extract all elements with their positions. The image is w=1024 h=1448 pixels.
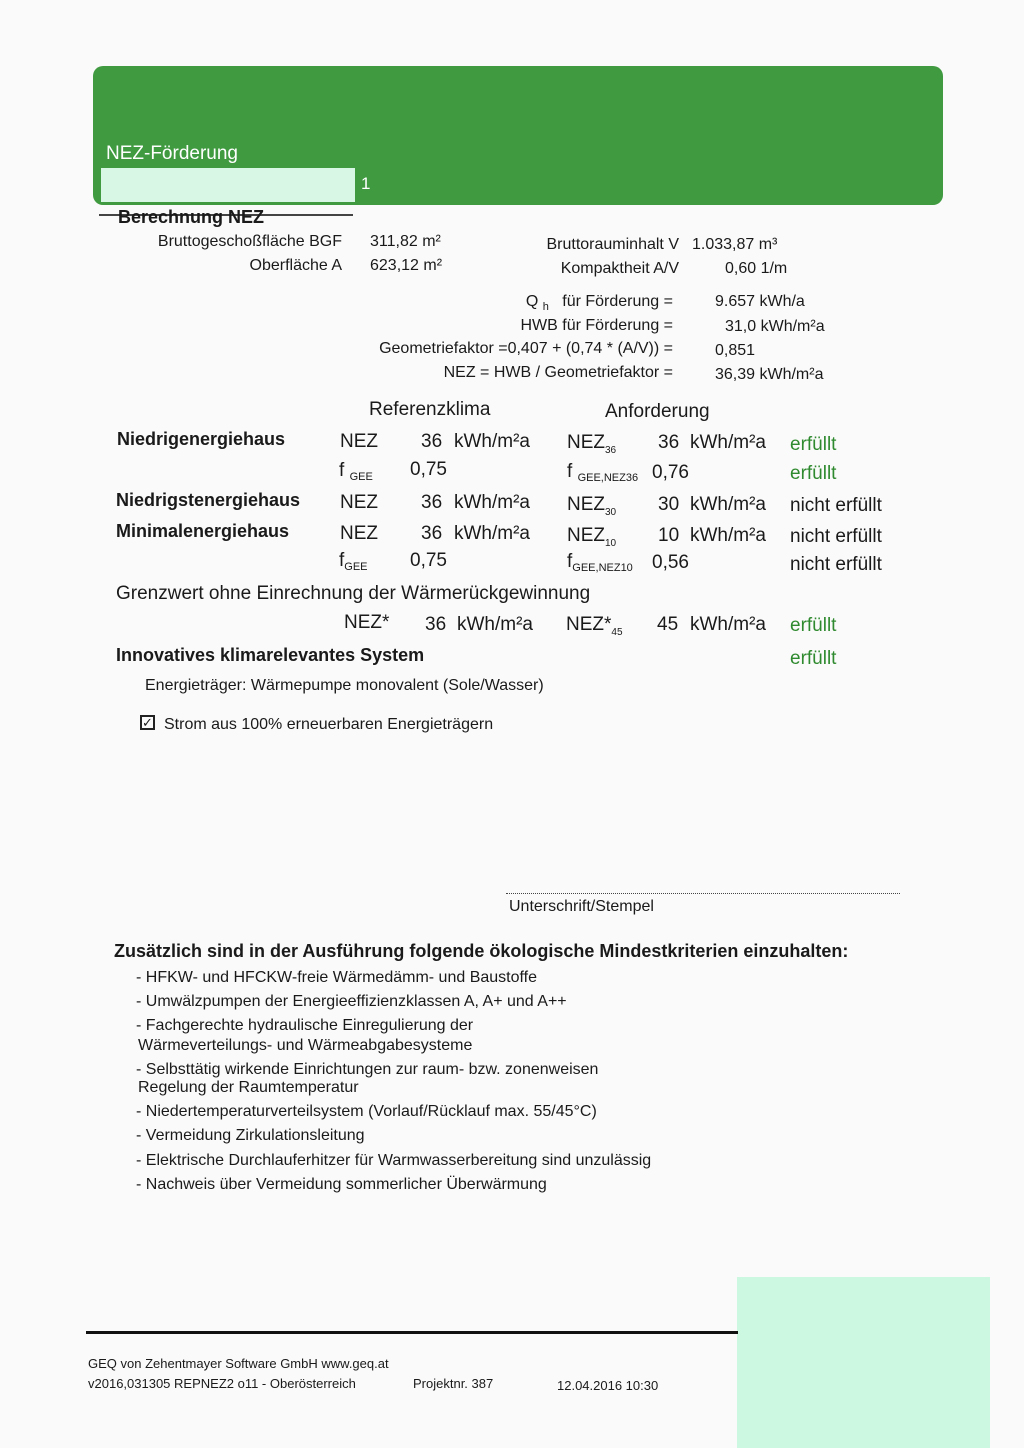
ref-name: NEZ (340, 523, 378, 544)
v-label: Bruttorauminhalt V (546, 236, 679, 253)
nez-label: NEZ = HWB / Geometriefaktor = (443, 364, 673, 381)
f-sub: GEE,NEZ10 (572, 562, 633, 574)
v-value: 1.033,87 m³ (692, 236, 778, 253)
status-badge: erfüllt (790, 463, 837, 484)
list-item: Wärmeverteilungs- und Wärmeabgabesysteme (138, 1037, 473, 1054)
energietraeger-text: Energieträger: Wärmepumpe monovalent (Sole/Wasser) (145, 677, 544, 694)
status-badge: erfüllt (790, 648, 837, 669)
section-title: Berechnung NEZ (118, 207, 265, 227)
banner-title: NEZ-Förderung (106, 143, 238, 164)
anf-name (567, 525, 616, 547)
anf-symbol: NEZ (567, 432, 605, 453)
signature-line (506, 893, 900, 894)
row-label-minimalenergiehaus: Minimalenergiehaus (116, 521, 290, 541)
av-value: 0,60 1/m (725, 260, 788, 277)
list-item: - Selbsttätig wirkende Einrichtungen zur raum- bzw. zonenweisen (136, 1061, 599, 1078)
a-value: 623,12 m² (370, 257, 443, 274)
ref-value: 36 (421, 492, 443, 513)
f-ref-name (339, 460, 373, 482)
anf-sub: 45 (611, 627, 623, 638)
bgf-value: 311,82 m² (370, 233, 441, 250)
anf-unit: kWh/m²a (690, 432, 766, 453)
anf-symbol: NEZ (567, 525, 605, 546)
row-label-niedrigstenergiehaus: Niedrigstenergiehaus (116, 490, 301, 510)
status-badge: erfüllt (790, 434, 837, 455)
bgf-label: Bruttogeschoßfläche BGF (157, 233, 342, 250)
footer-divider (86, 1331, 738, 1334)
header-referenzklima: Referenzklima (369, 399, 491, 420)
renewable-checkbox[interactable]: ✓ (140, 715, 155, 730)
anf-name (566, 614, 623, 636)
ref-value: 36 (421, 523, 443, 544)
banner-suffix: 1 (361, 174, 371, 193)
ref-name: NEZ (340, 431, 378, 452)
criteria-title: Zusätzlich sind in der Ausführung folgende ökologische Mindestkriterien einzuhalten: (114, 941, 849, 961)
anf-unit: kWh/m²a (690, 614, 766, 635)
status-badge: nicht erfüllt (790, 526, 882, 547)
f-anf-value: 0,56 (652, 552, 689, 573)
anf-symbol: NEZ* (566, 614, 612, 635)
f-sub: GEE,NEZ36 (577, 472, 639, 484)
grenzwert-title: Grenzwert ohne Einrechnung der Wärmerückgewinnung (116, 583, 591, 604)
anf-sub: 10 (605, 538, 617, 549)
header-anforderung: Anforderung (605, 401, 710, 422)
signature-label: Unterschrift/Stempel (509, 898, 654, 915)
anf-name (567, 432, 616, 454)
a-label: Oberfläche A (249, 257, 342, 274)
footer-version: v2016,031305 REPNEZ2 o11 - Oberösterreich (88, 1376, 356, 1391)
hwb-value: 31,0 kWh/m²a (725, 318, 825, 335)
f-ref-value: 0,75 (410, 459, 447, 480)
checkbox-label: Strom aus 100% erneuerbaren Energieträgern (164, 716, 494, 733)
ref-value: 36 (421, 431, 443, 452)
qh-label (526, 293, 673, 311)
qh-symbol: Q (525, 293, 539, 310)
nez-value: 36,39 kWh/m²a (715, 366, 824, 383)
hwb-label: HWB für Förderung = (520, 317, 673, 334)
f-anf-value: 0,76 (652, 462, 689, 483)
status-badge: nicht erfüllt (790, 495, 882, 516)
qh-rest: für Förderung = (562, 293, 673, 310)
anf-unit: kWh/m²a (690, 525, 766, 546)
list-item: - Niedertemperaturverteilsystem (Vorlauf/Rücklauf max. 55/45°C) (136, 1103, 597, 1120)
footer-date: 12.04.2016 10:30 (557, 1378, 659, 1393)
list-item: - HFKW- und HFCKW-freie Wärmedämm- und Baustoffe (136, 969, 537, 986)
anf-unit: kWh/m²a (690, 494, 766, 515)
list-item: - Vermeidung Zirkulationsleitung (136, 1127, 365, 1144)
ref-unit: kWh/m²a (454, 431, 530, 452)
anf-symbol: NEZ (567, 494, 605, 515)
geo-label: Geometriefaktor =0,407 + (0,74 * (A/V)) = (379, 340, 673, 357)
qh-value: 9.657 kWh/a (715, 293, 805, 310)
f-ref-name (339, 550, 368, 572)
anf-value: 30 (658, 494, 680, 515)
f-symbol: f (339, 550, 345, 571)
redacted-field (101, 168, 355, 202)
f-symbol: f (339, 460, 345, 481)
footer-project: Projektnr. 387 (413, 1376, 494, 1391)
innovativ-title: Innovatives klimarelevantes System (116, 645, 425, 665)
anf-name (567, 494, 616, 516)
stamp-area (737, 1277, 990, 1448)
anf-sub: 36 (605, 445, 617, 456)
f-anf-name (567, 461, 638, 483)
geo-value: 0,851 (715, 342, 756, 359)
anf-value: 45 (657, 614, 679, 635)
f-ref-value: 0,75 (410, 550, 447, 571)
ref-unit: kWh/m²a (454, 523, 530, 544)
anf-sub: 30 (605, 507, 617, 518)
list-item: Regelung der Raumtemperatur (138, 1079, 359, 1096)
status-badge: erfüllt (790, 615, 837, 636)
list-item: - Elektrische Durchlauferhitzer für Warmwasserbereitung sind unzulässig (136, 1152, 652, 1169)
f-sub: GEE (349, 471, 373, 483)
av-label: Kompaktheit A/V (560, 260, 679, 277)
list-item: - Fachgerechte hydraulische Einregulierung der (136, 1017, 474, 1034)
list-item: - Umwälzpumpen der Energieeffizienzklassen A, A+ und A++ (136, 993, 567, 1010)
f-anf-name (567, 551, 633, 573)
anf-value: 10 (658, 525, 680, 546)
status-badge: nicht erfüllt (790, 554, 882, 575)
ref-unit: kWh/m²a (457, 614, 533, 635)
qh-sub: h (542, 301, 549, 313)
anf-value: 36 (658, 432, 680, 453)
row-label-niedrigenergiehaus: Niedrigenergiehaus (117, 429, 286, 449)
ref-name: NEZ (340, 492, 378, 513)
list-item: - Nachweis über Vermeidung sommerlicher Überwärmung (136, 1176, 547, 1193)
ref-name: NEZ* (344, 612, 390, 633)
ref-value: 36 (425, 614, 447, 635)
footer-company: GEQ von Zehentmayer Software GmbH www.geq.at (88, 1356, 389, 1371)
f-symbol: f (567, 461, 573, 482)
f-sub: GEE (344, 561, 368, 573)
f-symbol: f (567, 551, 573, 572)
ref-unit: kWh/m²a (454, 492, 530, 513)
